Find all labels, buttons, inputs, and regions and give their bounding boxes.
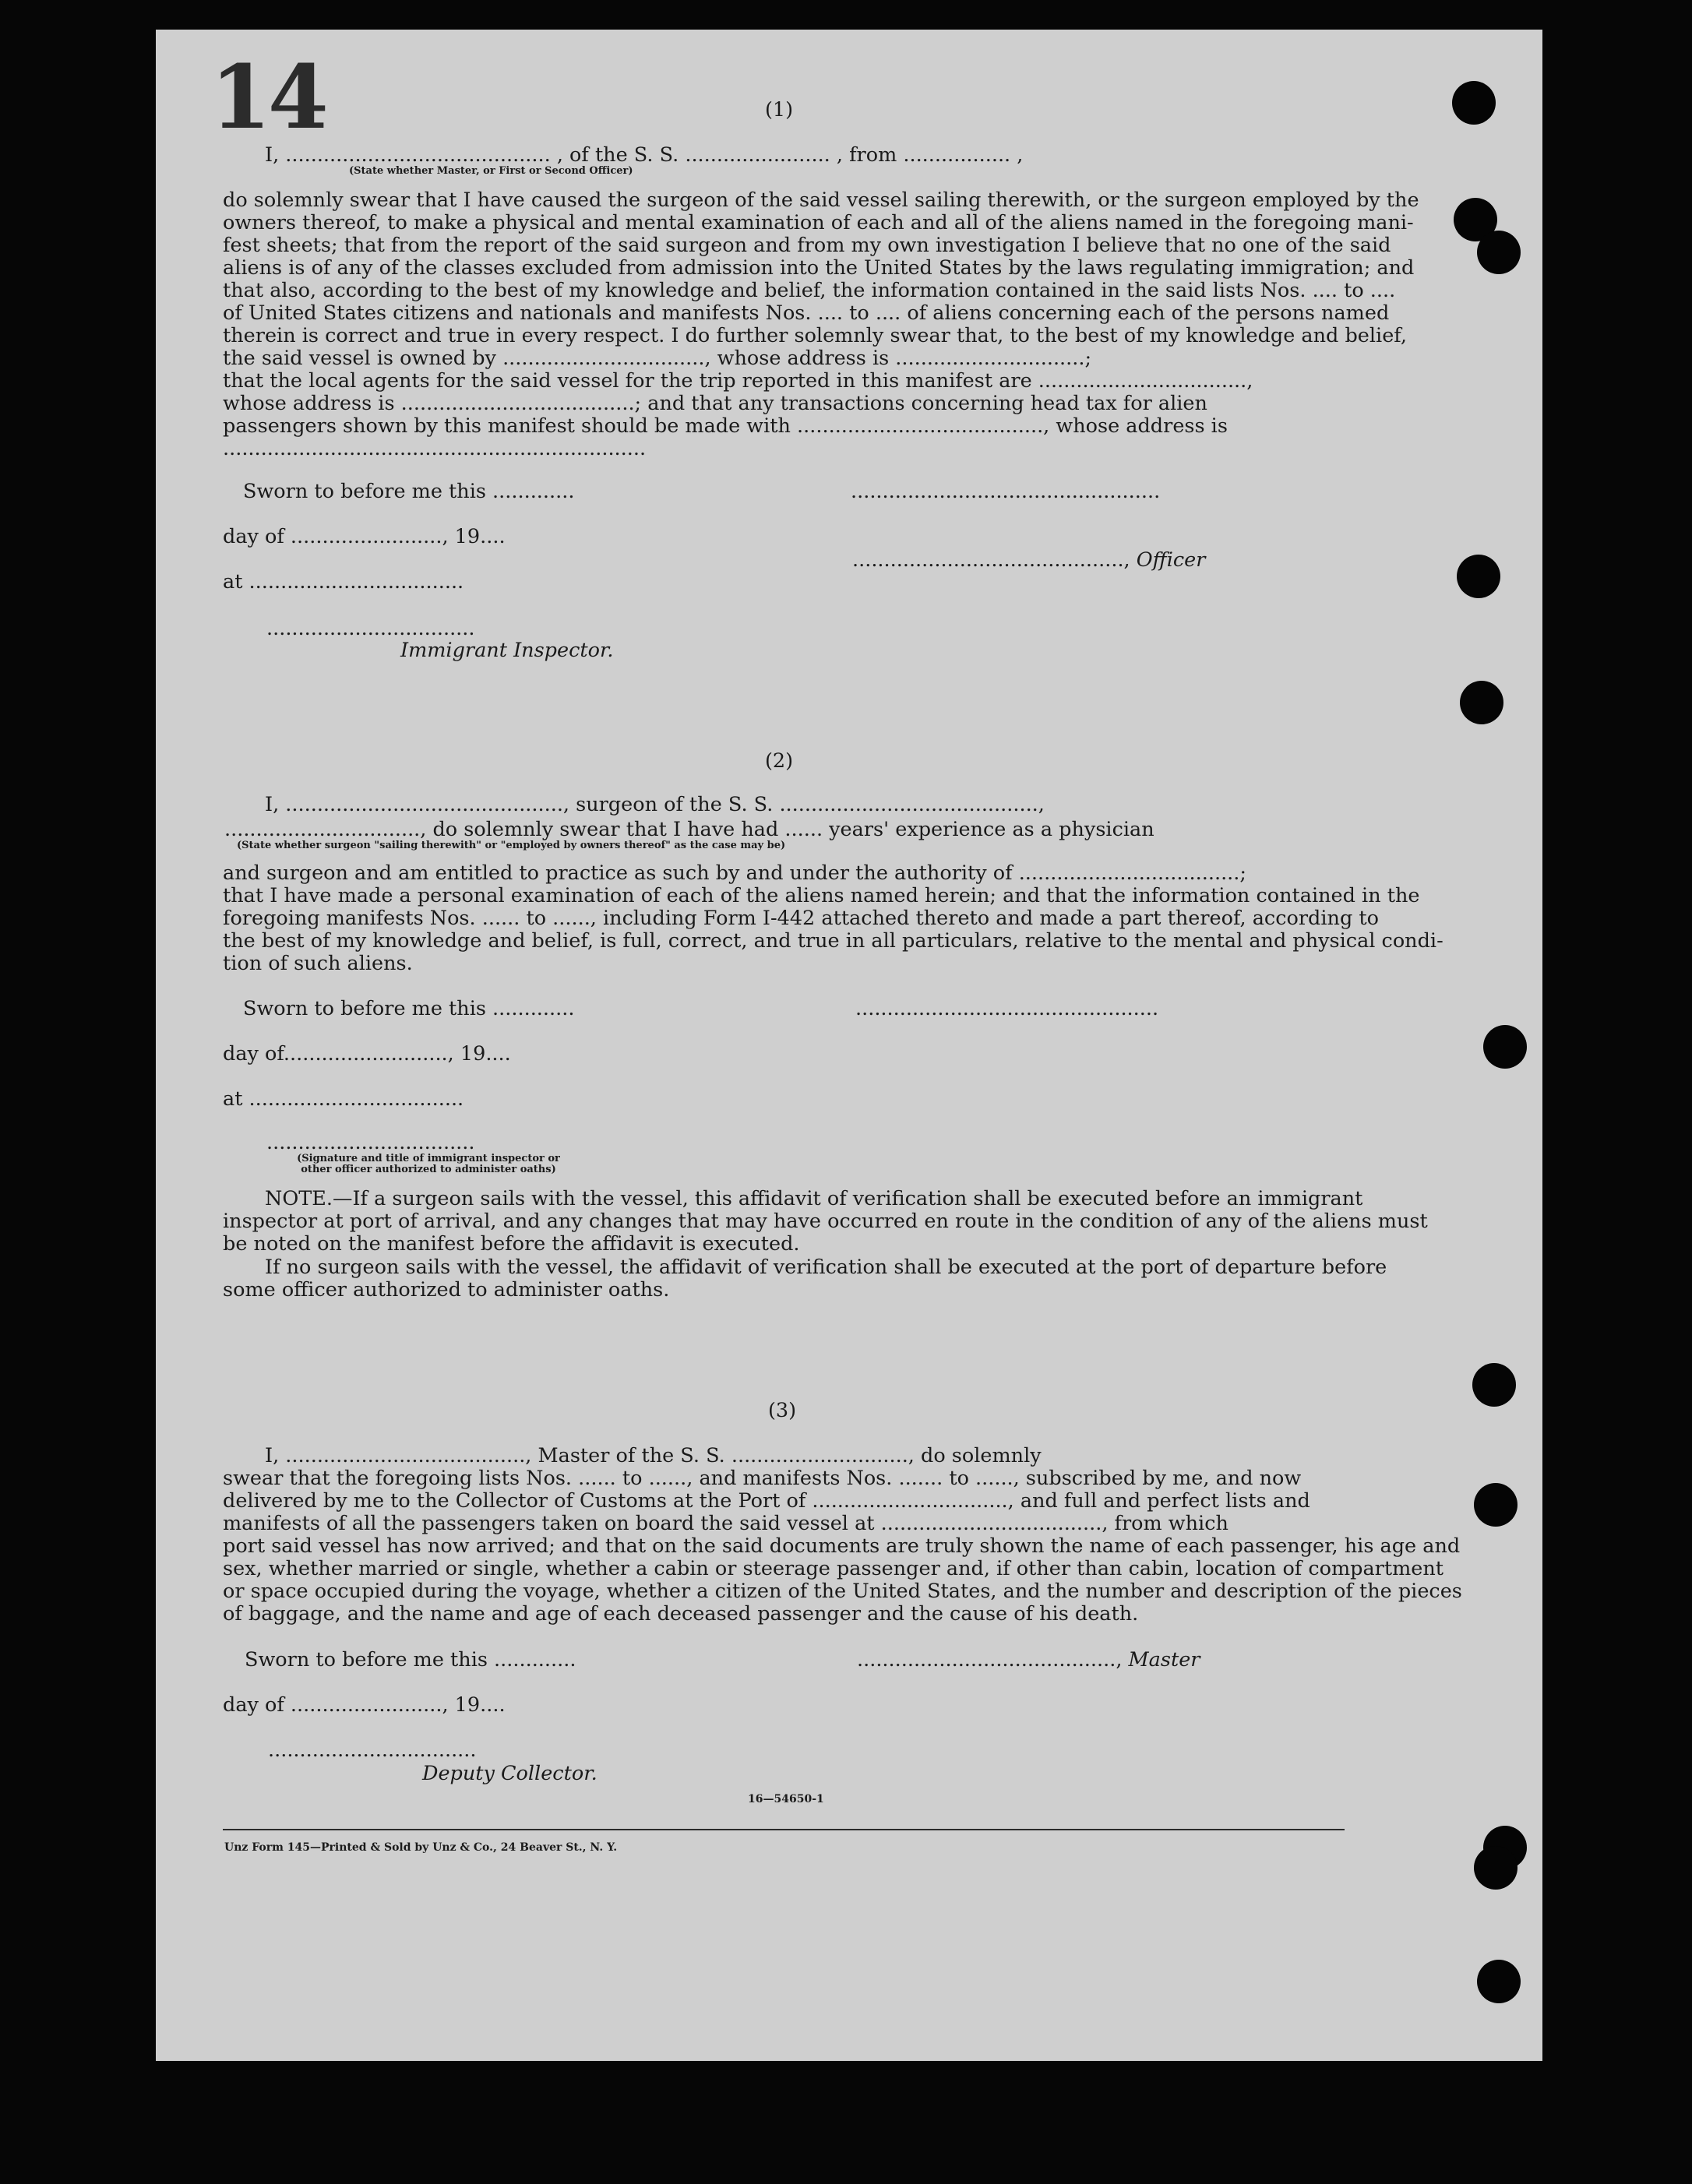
printer-footer: Unz Form 145—Printed & Sold by Unz & Co., 24 Beaver St., N. Y. [224, 1841, 618, 1854]
body-line: of baggage, and the name and age of each deceased passenger and the cause of his death. [223, 1602, 1139, 1626]
immigrant-inspector-label: Immigrant Inspector. [400, 639, 614, 662]
sworn-line: Sworn to before me this ............. [243, 480, 575, 503]
footer-rule [223, 1829, 1345, 1830]
body-line: port said vessel has now arrived; and that on the said documents are truly shown the name of each passenger, his age and [223, 1534, 1461, 1558]
note-line: NOTE.—If a surgeon sails with the vessel, this affidavit of verification shall be executed before an immigrant [265, 1187, 1363, 1210]
deputy-signature-line: ................................. [268, 1738, 477, 1762]
officer-line: ..........................................., [852, 548, 1137, 572]
body-line: foregoing manifests Nos. ...... to ......, including Form I-442 attached thereto and made a part thereof, according to [223, 907, 1379, 930]
officer-label: Officer [1136, 548, 1206, 572]
sworn-line: Sworn to before me this ............. [245, 1648, 576, 1671]
inspector-signature-line: ................................. [266, 1131, 475, 1154]
punch-hole [1483, 1025, 1527, 1069]
body-line: I, ......................................, Master of the S. S. ............................, do solemnly [265, 1444, 1042, 1467]
body-line: whose address is .....................................; and that any transactions concerning head tax for alien [223, 392, 1207, 415]
section-2-caption: (State whether surgeon "sailing therewith" or "employed by owners thereof" as the case may be) [237, 840, 786, 851]
day-line: day of ........................, 19.... [223, 525, 506, 548]
surgeon-signature-line: ................................................ [855, 997, 1159, 1020]
signature-line-top: ................................................. [851, 480, 1161, 503]
punch-hole [1452, 81, 1496, 125]
signature-caption: (Signature and title of immigrant inspector or [297, 1153, 560, 1164]
body-line: passengers shown by this manifest should be made with ......................................., whose address is [223, 414, 1228, 438]
body-line: ................................................................... [223, 437, 647, 460]
body-line: that also, according to the best of my knowledge and belief, the information contained in the said lists Nos. .... to .... [223, 279, 1396, 302]
form-number: 16—54650-1 [748, 1793, 824, 1805]
body-line: sex, whether married or single, whether a cabin or steerage passenger and, if other than cabin, location of compartment [223, 1557, 1444, 1580]
body-line: and surgeon and am entitled to practice as such by and under the authority of ...................................; [223, 861, 1246, 885]
punch-hole [1457, 555, 1500, 598]
note-line: some officer authorized to administer oaths. [223, 1278, 670, 1302]
body-line: the said vessel is owned by ................................, whose address is ..............................; [223, 347, 1092, 370]
section-1-opening-line: I, .......................................... , of the S. S. ....................... , from ................. , [265, 143, 1024, 167]
punch-hole [1460, 681, 1503, 724]
punch-hole [1472, 1363, 1516, 1407]
signature-caption: other officer authorized to administer oaths) [301, 1164, 556, 1175]
body-line: tion of such aliens. [223, 952, 413, 975]
sworn-line: Sworn to before me this ............. [243, 997, 575, 1020]
body-line: owners thereof, to make a physical and mental examination of each and all of the aliens named in the foregoing mani- [223, 211, 1414, 234]
note-line: inspector at port of arrival, and any changes that may have occurred en route in the condition of any of the aliens must [223, 1210, 1428, 1233]
body-line: or space occupied during the voyage, whether a citizen of the United States, and the number and description of the pieces [223, 1580, 1462, 1603]
body-line: aliens is of any of the classes excluded from admission into the United States by the laws regulating immigration; and [223, 256, 1415, 280]
body-line: that I have made a personal examination of each of the aliens named herein; and that the information contained in the [223, 884, 1420, 907]
master-label: Master [1128, 1648, 1200, 1671]
at-line: at .................................. [223, 1087, 464, 1111]
note-line: If no surgeon sails with the vessel, the affidavit of verification shall be executed at the port of departure before [265, 1256, 1387, 1279]
body-line: of United States citizens and nationals and manifests Nos. .... to .... of aliens concerning each of the persons named [223, 301, 1390, 325]
body-line: do solemnly swear that I have caused the surgeon of the said vessel sailing therewith, or the surgeon employed by the [223, 188, 1419, 212]
section-2-number: (2) [764, 749, 794, 773]
body-line: therein is correct and true in every respect. I do further solemnly swear that, to the best of my knowledge and belief, [223, 324, 1407, 347]
body-line: swear that the foregoing lists Nos. ...... to ......, and manifests Nos. ....... to ......, subscribed by me, and now [223, 1467, 1302, 1490]
section-3-number: (3) [767, 1399, 797, 1422]
punch-hole [1474, 1846, 1518, 1890]
section-2-second-line: ..............................., do solemnly swear that I have had ...... years' experience as a physician [224, 818, 1154, 841]
inspector-signature-line: ................................. [266, 617, 475, 640]
body-line: the best of my knowledge and belief, is full, correct, and true in all particulars, relative to the mental and physical condi- [223, 929, 1443, 953]
section-1-caption: (State whether Master, or First or Second Officer) [349, 165, 633, 177]
master-line: ........................................., [857, 1648, 1129, 1671]
day-line: day of.........................., 19.... [223, 1042, 511, 1066]
body-line: delivered by me to the Collector of Customs at the Port of ..............................., and full and perfect lists and [223, 1489, 1310, 1513]
at-line: at .................................. [223, 570, 464, 594]
body-line: fest sheets; that from the report of the said surgeon and from my own investigation I believe that no one of the said [223, 234, 1391, 257]
section-2-opening-line: I, ............................................, surgeon of the S. S. ........................................., [265, 793, 1045, 816]
body-line: manifests of all the passengers taken on board the said vessel at ..................................., from which [223, 1512, 1228, 1535]
deputy-collector-label: Deputy Collector. [422, 1762, 597, 1785]
handwritten-page-number: 14 [210, 47, 326, 149]
day-line: day of ........................, 19.... [223, 1693, 506, 1717]
punch-hole [1474, 1483, 1518, 1527]
punch-hole [1477, 231, 1521, 274]
master-signature-line [857, 1648, 1200, 1671]
body-line: that the local agents for the said vessel for the trip reported in this manifest are ................................., [223, 369, 1253, 393]
officer-signature-line [852, 548, 1205, 572]
note-line: be noted on the manifest before the affidavit is executed. [223, 1232, 800, 1256]
punch-hole [1477, 1960, 1521, 2003]
section-1-number: (1) [764, 98, 794, 122]
